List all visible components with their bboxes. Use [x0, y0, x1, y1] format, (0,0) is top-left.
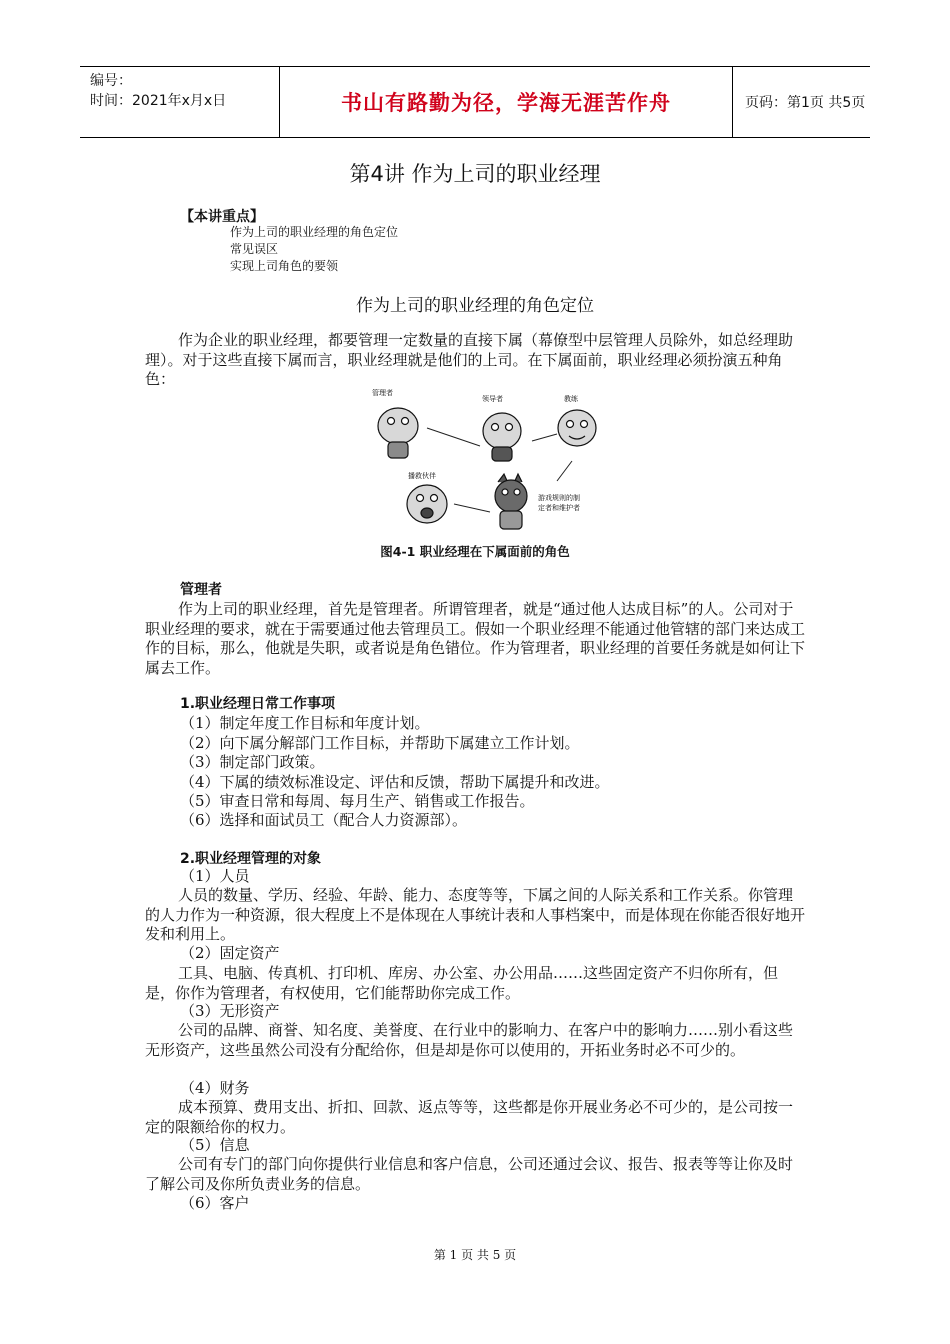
- header-page-label: 页码：第1页 共5页: [745, 95, 866, 111]
- objects-paragraph: 公司有专门的部门向你提供行业信息和客户信息，公司还通过会议、报告、报表等等让你及时了解公司及你所负责业务的信息。: [145, 1155, 794, 1193]
- label-rule-maker-1: 游戏规则的制: [538, 494, 580, 502]
- label-leader: 领导者: [482, 395, 503, 403]
- label-coach: 教练: [564, 395, 578, 403]
- manager-paragraph: 作为上司的职业经理，首先是管理者。所谓管理者，就是“通过他人达成目标”的人。公司对于职业经理的要求，就在于需要通过他去管理员工。假如一个职业经理不能通过他管辖的部门来达成工作的目标，那么，他就是失职，或者说是角色错位。作为管理者，职业经理的首要任务就是如何让下属去工作。: [145, 600, 806, 677]
- daily-heading: 1.职业经理日常工作事项: [180, 696, 336, 712]
- objects-label: （3）无形资产: [180, 1002, 280, 1020]
- leader-figure: [483, 413, 521, 461]
- daily-item: （2）向下属分解部门工作目标，并帮助下属建立工作计划。: [180, 734, 580, 752]
- daily-item: （5）审查日常和每周、每月生产、销售或工作报告。: [180, 792, 535, 810]
- intro-paragraph: 作为企业的职业经理，都要管理一定数量的直接下属（幕僚型中层管理人员除外，如总经理助理）。对于这些直接下属而言，职业经理就是他们的上司。在下属面前，职业经理必须扮演五种角色：: [145, 331, 794, 388]
- document-header: [80, 66, 870, 138]
- section-title: 作为上司的职业经理的角色定位: [356, 296, 594, 316]
- header-meta: [80, 67, 280, 137]
- objects-label: （4）财务: [180, 1079, 250, 1097]
- label-partner: 播救伙伴: [408, 472, 436, 480]
- objects-label: （1）人员: [180, 867, 250, 885]
- daily-item: （1）制定年度工作目标和年度计划。: [180, 714, 430, 732]
- key-point-item: 作为上司的职业经理的角色定位: [230, 225, 399, 239]
- objects-paragraph: 工具、电脑、传真机、打印机、库房、办公室、办公用品……这些固定资产不归你所有，但是，你作为管理者，有权使用，它们能帮助你完成工作。: [145, 964, 779, 1002]
- header-motto: 书山有路勤为径，学海无涯苦作舟: [280, 67, 733, 137]
- key-point-item: 常见误区: [230, 242, 279, 256]
- date-label: 时间：2021年x月x日: [90, 93, 227, 109]
- page-footer: 第 1 页 共 5 页: [433, 1248, 517, 1262]
- daily-item: （6）选择和面试员工（配合人力资源部）。: [180, 811, 468, 829]
- number-label: 编号：: [90, 73, 132, 89]
- label-manager: 管理者: [372, 389, 393, 397]
- partner-figure: [407, 485, 447, 523]
- coach-figure: [558, 410, 596, 446]
- objects-paragraph: 成本预算、费用支出、折扣、回款、返点等等，这些都是你开展业务必不可少的，是公司按一定的限额给你的权力。: [145, 1098, 794, 1136]
- key-points-heading: 【本讲重点】: [180, 209, 264, 225]
- objects-paragraph: 公司的品牌、商誉、知名度、美誉度、在行业中的影响力、在客户中的影响力……别小看这些无形资产，这些虽然公司没有分配给你，但是却是你可以使用的，开拓业务时必不可少的。: [145, 1021, 794, 1059]
- label-rule-maker-2: 定者和维护者: [538, 504, 580, 512]
- page-title: 第4讲 作为上司的职业经理: [349, 162, 601, 186]
- daily-item: （3）制定部门政策。: [180, 753, 325, 771]
- objects-label: （2）固定资产: [180, 944, 280, 962]
- objects-label: （6）客户: [180, 1194, 250, 1212]
- key-point-item: 实现上司角色的要领: [230, 259, 339, 273]
- manager-heading: 管理者: [180, 582, 222, 598]
- objects-label: （5）信息: [180, 1136, 250, 1154]
- rule-maker-figure: [495, 474, 527, 529]
- figure-caption: 图4-1 职业经理在下属面前的角色: [380, 544, 570, 559]
- objects-paragraph: 人员的数量、学历、经验、年龄、能力、态度等等，下属之间的人际关系和工作关系。你管理的人力作为一种资源，很大程度上不是体现在人事统计表和人事档案中，而是体现在你能否很好地开发和利用上。: [145, 886, 806, 943]
- manager-figure: [378, 408, 418, 458]
- objects-heading: 2.职业经理管理的对象: [180, 851, 322, 867]
- daily-item: （4）下属的绩效标准设定、评估和反馈，帮助下属提升和改进。: [180, 773, 610, 791]
- roles-figure: [362, 386, 632, 536]
